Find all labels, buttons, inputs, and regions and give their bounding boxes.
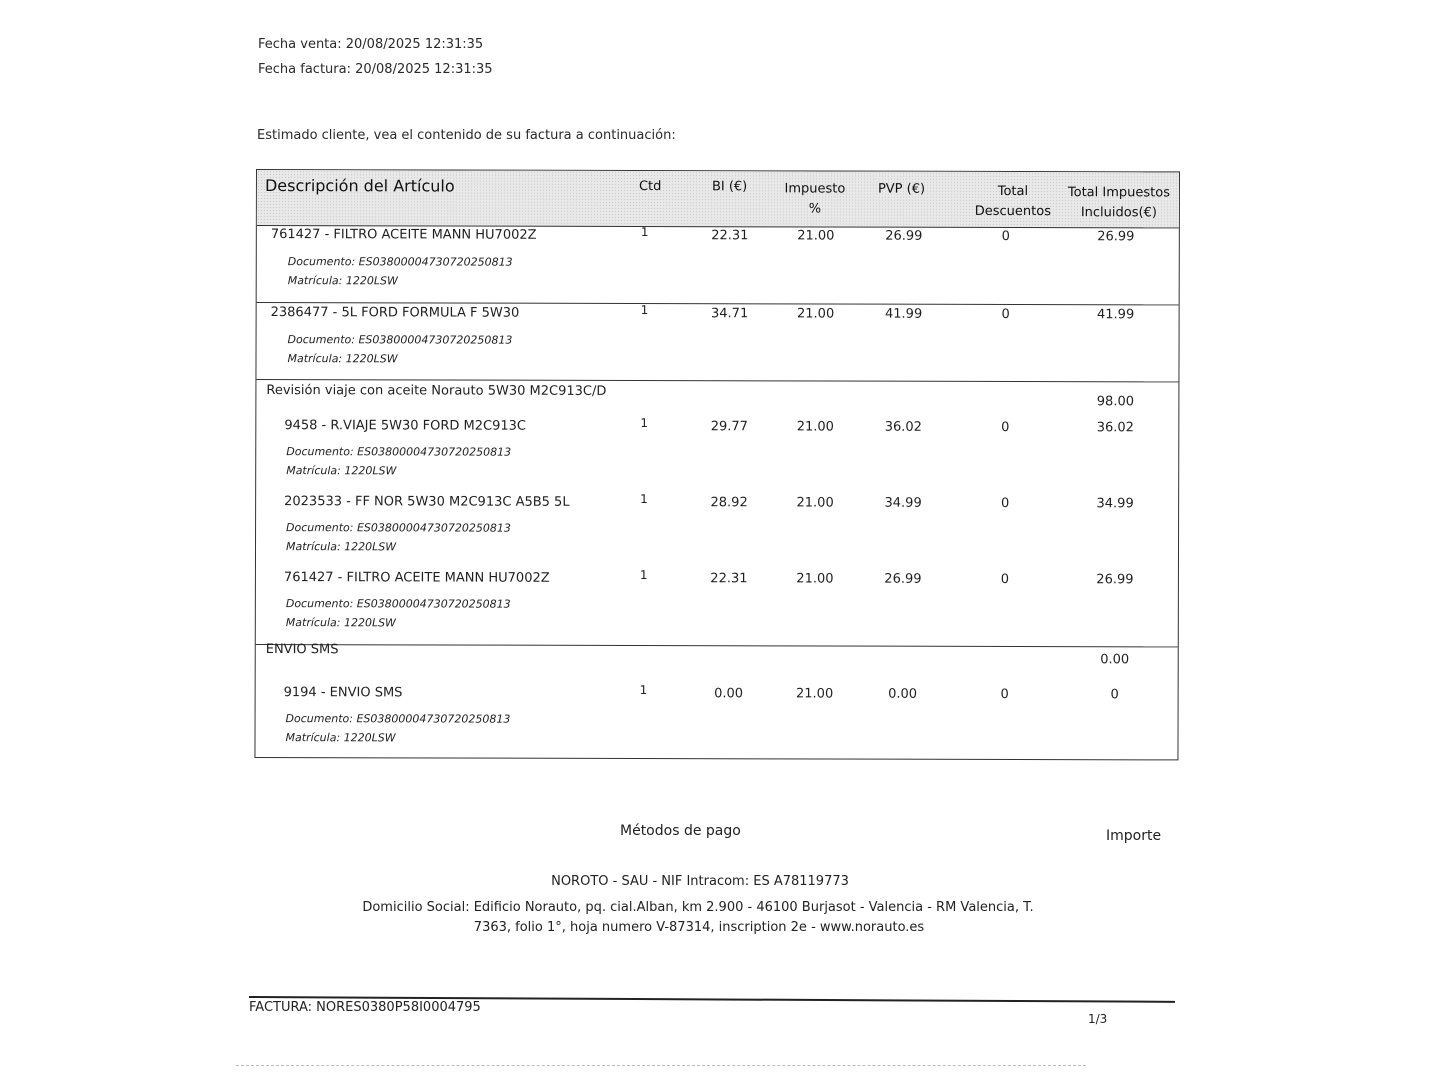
- metodos-de-pago-heading: Métodos de pago: [620, 823, 741, 839]
- group-title: ENVIO SMS: [265, 642, 339, 658]
- col-descripcion: Descripción del Artículo: [264, 176, 455, 196]
- item-pvp: 41.99: [884, 306, 923, 322]
- col-descuentos: [969, 182, 1057, 222]
- table-row: [256, 416, 1178, 438]
- item-pvp: 34.99: [884, 495, 922, 511]
- item-impuesto: 21.00: [795, 686, 834, 702]
- item-bi: 34.71: [710, 306, 749, 322]
- col-total-line1: Total Impuestos: [1067, 185, 1170, 201]
- item-bi: 28.92: [710, 495, 748, 511]
- item-bi: 22.31: [711, 228, 749, 244]
- item-descuentos: 0: [1001, 228, 1010, 244]
- col-impuesto-line1: Impuesto: [784, 181, 846, 197]
- item-desc: 2023533 - FF NOR 5W30 M2C913C A5B5 5L: [284, 494, 570, 510]
- col-pvp: PVP (€): [877, 181, 926, 197]
- col-total: [1061, 183, 1177, 223]
- item-impuesto: 21.00: [796, 495, 834, 511]
- item-impuesto: 21.00: [796, 306, 835, 322]
- item-ctd: 1: [640, 225, 649, 240]
- table-row: [256, 492, 1178, 514]
- fecha-venta: Fecha venta: 20/08/2025 12:31:35: [258, 37, 484, 52]
- item-ctd: 1: [639, 683, 648, 698]
- item-bi: 0.00: [714, 686, 744, 702]
- item-total: 41.99: [1096, 307, 1135, 323]
- item-impuesto: 21.00: [796, 571, 834, 587]
- item-desc: 2386477 - 5L FORD FORMULA F 5W30: [270, 305, 520, 321]
- item-total: 26.99: [1096, 572, 1134, 588]
- item-pvp: 0.00: [888, 686, 918, 702]
- item-ctd: 1: [640, 303, 649, 318]
- item-bi: 29.77: [710, 419, 748, 435]
- item-total: 34.99: [1096, 496, 1134, 512]
- group-section: [255, 642, 1177, 759]
- item-ctd: 1: [639, 568, 648, 583]
- table-header: [257, 170, 1179, 228]
- item-desc: 761427 - FILTRO ACEITE MANN HU7002Z: [283, 570, 550, 586]
- scan-edge-line: [236, 1065, 1086, 1066]
- item-descuentos: 0: [1000, 571, 1010, 587]
- col-total-line2: Incluidos(€): [1080, 205, 1157, 221]
- company-line-1: NOROTO - SAU - NIF Intracom: ES A78119773: [551, 874, 849, 889]
- item-section: [256, 303, 1178, 382]
- item-descuentos: 0: [1000, 686, 1009, 702]
- col-ctd: Ctd: [638, 179, 662, 195]
- intro-text: Estimado cliente, vea el contenido de su factura a continuación:: [257, 128, 676, 143]
- col-impuesto: [773, 179, 857, 219]
- item-matricula: Matrícula: 1220LSW: [285, 540, 397, 554]
- col-descuentos-line2: Descuentos: [974, 203, 1052, 220]
- factura-number: FACTURA: NORES0380P58I0004795: [249, 1000, 481, 1015]
- item-matricula: Matrícula: 1220LSW: [286, 464, 397, 478]
- fecha-factura: Fecha factura: 20/08/2025 12:31:35: [258, 62, 493, 77]
- item-desc: 9194 - ENVIO SMS: [283, 685, 403, 701]
- item-total: 26.99: [1097, 229, 1135, 245]
- item-documento: Documento: ES03800004730720250813: [286, 445, 512, 459]
- group-total: 98.00: [1096, 394, 1135, 410]
- company-line-2: Domicilio Social: Edificio Norauto, pq. cial.Alban, km 2.900 - 46100 Burjasot - Valencia - RM Valencia, T.: [362, 900, 1034, 915]
- item-documento: Documento: ES03800004730720250813: [286, 521, 511, 535]
- item-pvp: 26.99: [884, 571, 922, 587]
- group-section: [256, 380, 1179, 647]
- invoice-table: [254, 169, 1180, 760]
- item-total: 36.02: [1096, 420, 1134, 436]
- item-descuentos: 0: [1001, 419, 1010, 435]
- table-row: [257, 225, 1179, 247]
- item-matricula: Matrícula: 1220LSW: [285, 731, 396, 745]
- item-documento: Documento: ES03800004730720250813: [287, 255, 513, 269]
- item-matricula: Matrícula: 1220LSW: [287, 274, 398, 288]
- importe-heading: Importe: [1106, 828, 1162, 844]
- item-impuesto: 21.00: [797, 228, 835, 244]
- item-section: [257, 225, 1179, 305]
- col-impuesto-line2: %: [808, 201, 822, 217]
- table-row: [257, 303, 1179, 325]
- item-desc: 761427 - FILTRO ACEITE MANN HU7002Z: [270, 227, 537, 243]
- item-descuentos: 0: [1001, 306, 1010, 322]
- item-documento: Documento: ES03800004730720250813: [287, 333, 513, 347]
- table-row: [256, 683, 1178, 705]
- item-pvp: 26.99: [885, 228, 923, 244]
- item-pvp: 36.02: [884, 419, 922, 435]
- group-total: 0.00: [1100, 652, 1130, 668]
- item-matricula: Matrícula: 1220LSW: [287, 352, 398, 366]
- table-row: [256, 568, 1178, 590]
- item-desc: 9458 - R.VIAJE 5W30 FORD M2C913C: [284, 418, 527, 434]
- page-number: 1/3: [1088, 1012, 1108, 1026]
- item-descuentos: 0: [1000, 495, 1010, 511]
- group-title: Revisión viaje con aceite Norauto 5W30 M2C913C/D: [266, 383, 607, 399]
- col-bi: BI (€): [711, 179, 748, 195]
- item-impuesto: 21.00: [796, 419, 834, 435]
- item-bi: 22.31: [710, 571, 748, 587]
- item-total: 0: [1110, 687, 1119, 703]
- item-documento: Documento: ES03800004730720250813: [285, 712, 511, 726]
- item-matricula: Matrícula: 1220LSW: [285, 616, 396, 630]
- company-line-3: 7363, folio 1°, hoja numero V-87314, inscription 2e - www.norauto.es: [473, 920, 925, 935]
- item-ctd: 1: [640, 416, 648, 431]
- item-ctd: 1: [640, 492, 648, 507]
- item-documento: Documento: ES03800004730720250813: [285, 597, 511, 611]
- col-descuentos-line1: Total: [997, 183, 1029, 200]
